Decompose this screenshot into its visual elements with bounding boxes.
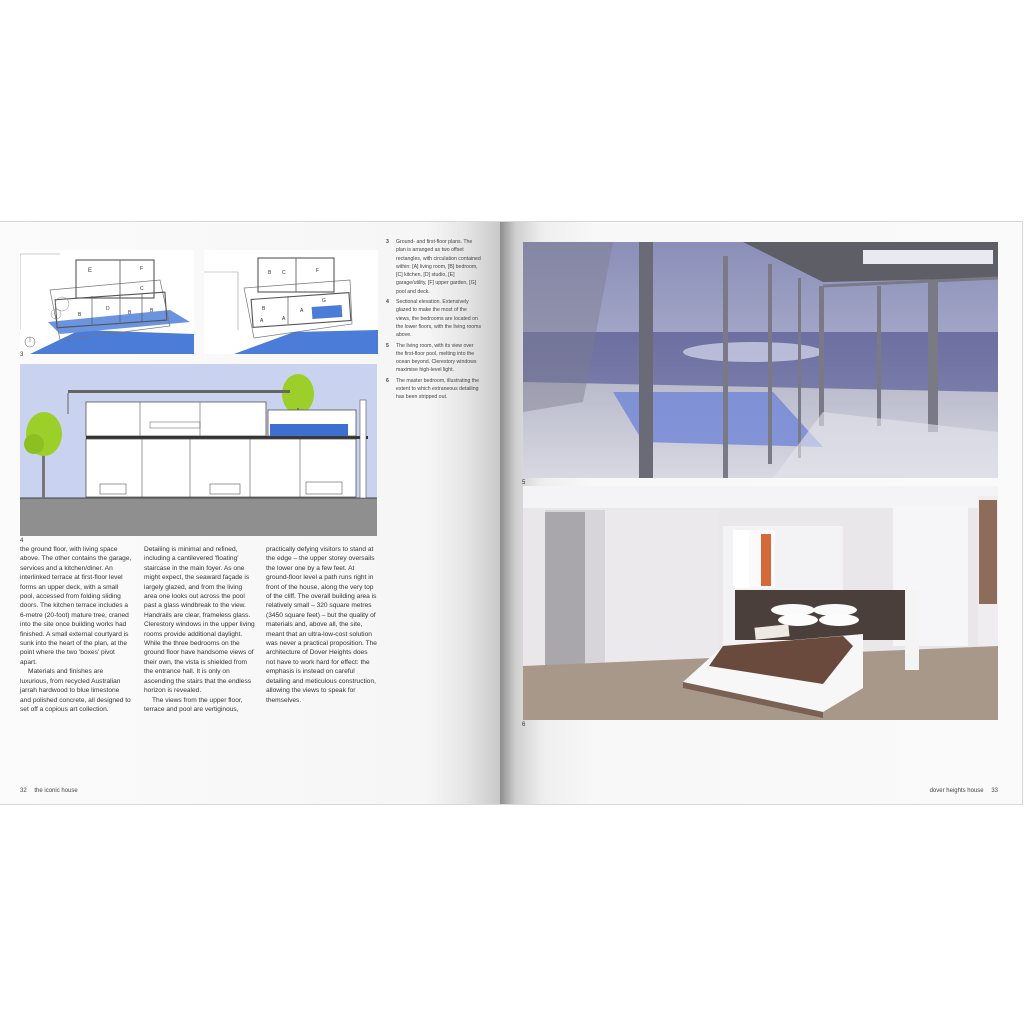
body-column-2 <box>144 545 256 714</box>
body-paragraph: the ground floor, with living space above. The other contains the garage, services and a kitchen/diner. An interlinked terrace at first-floor level forms an upper deck, with a small pool, accessed from folding sliding doors. The kitchen terrace includes a 6-metre (20-foot) mature tree, craned into the site once building works had finished. A small external courtyard is sunk into the heart of the plan, at the point where the two 'boxes' pivot apart. <box>20 546 132 666</box>
figure-number-4: 4 <box>20 538 24 544</box>
master-bedroom-photo <box>523 486 998 720</box>
left-folio <box>20 788 78 794</box>
room-label-a: A <box>260 318 264 324</box>
book-spread <box>0 222 1022 804</box>
body-column-3 <box>266 545 378 705</box>
room-label-b2: B <box>128 310 132 316</box>
body-paragraph: Detailing is minimal and refined, including a cantilevered 'floating' staircase in the main foyer. As one might expect, the seaward façade is largely glazed, and from the living area one looks out across the pool past a glass windbreak to the view. Handrails are clear, frameless glass. Clerestory windows in the upper living rooms provide additional daylight. While the three bedrooms on the ground floor have handsome views of their own, the vista is shielded from the entrance hall. It is only on ascending the stairs that the endless horizon is revealed. <box>144 546 255 695</box>
sectional-elevation-drawing <box>20 364 377 536</box>
caption-text: The living room, with its view over the first-floor pool, melting into the ocean beyond. Clerestory windows maximise high-level light. <box>396 342 477 374</box>
body-paragraph: practically defying visitors to stand at the edge – the upper storey oversails the lower one by a few feet. At ground-floor level a path runs right in front of the house, along the very top of the cliff. The overall building area is relatively small – 320 square metres (3450 square feet) – but the quality of materials and, above all, the site, meant that an ultra-low-cost solution was never a practical proposition. The architecture of Dover Heights does not have to work hard for effect: the emphasis is instead on careful detailing and meticulous construction, allowing the views to speak for themselves. <box>266 546 377 704</box>
figure-number-3: 3 <box>20 352 24 358</box>
photo-number-6: 6 <box>522 722 526 728</box>
room-label-c2: C <box>282 270 286 276</box>
caption-text: Ground- and first-floor plans. The plan is arranged as two offset rectangles, with circulation contained within: [A] living room, [B] bedroom, [C] kitchen, [D] studio, [E] garage/utility, [F] upper garden, [G] pool and deck. <box>396 239 481 295</box>
caption-number: 4 <box>386 299 389 306</box>
running-head: the iconic house <box>34 788 78 794</box>
room-label-b3: B <box>150 308 154 314</box>
room-label-c: C <box>140 286 144 292</box>
first-floor-plan <box>204 250 378 354</box>
ground-floor-plan <box>20 250 194 354</box>
caption-item <box>386 238 482 296</box>
room-label-g: G <box>322 298 326 304</box>
page-number: 33 <box>991 788 998 794</box>
living-room-photo <box>523 242 998 478</box>
room-label-a3: A <box>300 308 304 314</box>
body-paragraph: Materials and finishes are luxurious, from recycled Australian jarrah hardwood to blue limestone and polished concrete, all designed to set off a copious art collection. <box>20 668 131 713</box>
caption-text: Sectional elevation. Extensively glazed to make the most of the views, the bedrooms are located on the lower floors, with the living rooms above. <box>396 299 482 339</box>
room-label-f: F <box>140 266 144 272</box>
room-label-b: B <box>78 312 82 318</box>
room-label-e: E <box>88 268 93 274</box>
room-label-b4: B <box>268 270 272 276</box>
photo-number-5: 5 <box>522 480 526 486</box>
room-label-a2: A <box>282 316 286 322</box>
caption-text: The master bedroom, illustrating the extent to which extraneous detailing has been stripped out. <box>396 377 480 401</box>
right-page <box>500 222 1022 804</box>
room-label-d: D <box>106 306 110 312</box>
left-page <box>0 222 500 804</box>
caption-number: 5 <box>386 342 389 349</box>
room-label-f2: F <box>316 268 320 274</box>
body-paragraph: The views from the upper floor, terrace and pool are vertiginous, <box>144 696 243 713</box>
caption-number: 6 <box>386 377 389 384</box>
figure-captions <box>386 238 482 404</box>
body-column-1 <box>20 545 132 714</box>
running-head: dover heights house <box>929 788 984 794</box>
room-label-b5: B <box>262 306 266 312</box>
caption-item <box>386 298 482 339</box>
caption-number: 3 <box>386 239 389 245</box>
right-folio <box>930 788 998 794</box>
caption-item <box>386 342 482 375</box>
page-number: 32 <box>20 788 27 794</box>
caption-item <box>386 377 482 402</box>
